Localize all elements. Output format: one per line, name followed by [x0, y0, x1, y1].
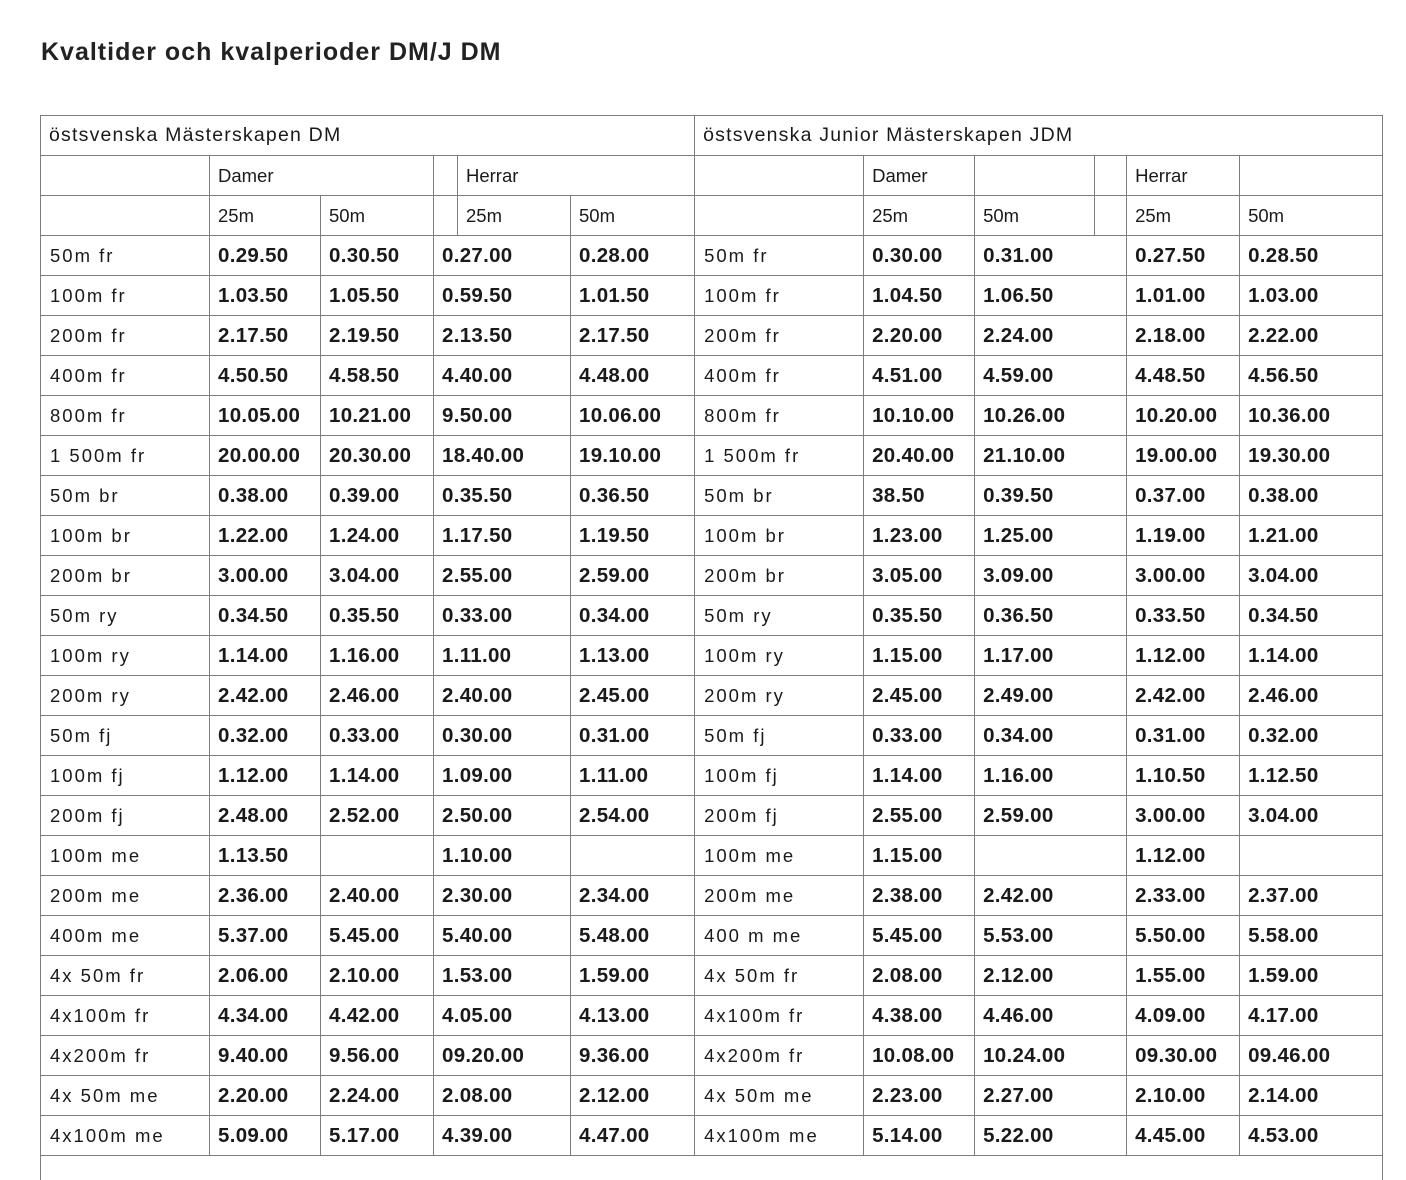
dm-event-cell: 4x200m fr [41, 1036, 210, 1076]
dm-event-cell: 400m fr [41, 356, 210, 396]
dm-herrar-25m-cell: 5.40.00 [434, 916, 571, 956]
jdm-damer-50m-cell: 4.59.00 [975, 356, 1127, 396]
table-row [41, 1036, 1383, 1076]
dm-damer-25m-cell: 4.50.50 [210, 356, 321, 396]
dm-damer-25m-cell: 2.17.50 [210, 316, 321, 356]
dm-damer-50m-cell: 5.45.00 [321, 916, 434, 956]
jdm-herrar-50m-cell [1240, 836, 1383, 876]
dm-herrar-25m-cell: 0.30.00 [434, 716, 571, 756]
dm-herrar-25m-cell: 1.17.50 [434, 516, 571, 556]
jdm-herrar-25m-cell: 0.27.50 [1127, 236, 1240, 276]
dm-herrar-50m-cell: 4.47.00 [571, 1116, 695, 1156]
dm-event-cell: 100m fj [41, 756, 210, 796]
dm-herrar-50m-header: 50m [571, 196, 695, 236]
dm-event-cell: 4x100m me [41, 1116, 210, 1156]
jdm-herrar-header: Herrar [1127, 156, 1240, 196]
jdm-damer-50m-cell: 2.24.00 [975, 316, 1127, 356]
jdm-damer-25m-cell: 1.04.50 [864, 276, 975, 316]
table-row [41, 676, 1383, 716]
jdm-damer-50m-cell: 2.59.00 [975, 796, 1127, 836]
dm-herrar-25m-cell: 4.05.00 [434, 996, 571, 1036]
jdm-event-cell: 200m fr [695, 316, 864, 356]
dm-damer-25m-cell: 3.00.00 [210, 556, 321, 596]
dm-herrar-50m-cell: 0.34.00 [571, 596, 695, 636]
dm-event-cell: 100m br [41, 516, 210, 556]
jdm-damer-25m-cell: 10.08.00 [864, 1036, 975, 1076]
dm-damer-25m-cell: 1.12.00 [210, 756, 321, 796]
qualification-table [40, 115, 1383, 1180]
jdm-damer-25m-cell: 10.10.00 [864, 396, 975, 436]
dm-herrar-50m-cell: 4.48.00 [571, 356, 695, 396]
jdm-herrar-25m-cell: 1.12.00 [1127, 636, 1240, 676]
dm-damer-50m-cell: 2.46.00 [321, 676, 434, 716]
dm-herrar-25m-cell: 9.50.00 [434, 396, 571, 436]
jdm-event-cell: 4x 50m fr [695, 956, 864, 996]
dm-damer-25m-cell: 0.34.50 [210, 596, 321, 636]
dm-damer-50m-cell: 0.33.00 [321, 716, 434, 756]
jdm-damer-50m-cell: 1.25.00 [975, 516, 1127, 556]
dm-herrar-25m-cell: 1.11.00 [434, 636, 571, 676]
dm-herrar-50m-cell: 19.10.00 [571, 436, 695, 476]
jdm-damer-50m-cell: 1.16.00 [975, 756, 1127, 796]
dm-herrar-50m-cell: 2.45.00 [571, 676, 695, 716]
table-row [41, 1116, 1383, 1156]
jdm-event-cell: 100m me [695, 836, 864, 876]
dm-herrar-25m-cell: 4.39.00 [434, 1116, 571, 1156]
dm-herrar-25m-cell: 0.33.00 [434, 596, 571, 636]
table-row [41, 836, 1383, 876]
table-row [41, 436, 1383, 476]
jdm-herrar-25m-cell: 1.19.00 [1127, 516, 1240, 556]
dm-event-cell: 200m br [41, 556, 210, 596]
dm-herrar-50m-cell: 0.28.00 [571, 236, 695, 276]
jdm-herrar-50m-cell: 2.22.00 [1240, 316, 1383, 356]
jdm-event-cell: 100m fj [695, 756, 864, 796]
jdm-herrar-50m-cell: 10.36.00 [1240, 396, 1383, 436]
dm-herrar-25m-cell: 2.50.00 [434, 796, 571, 836]
table-row [41, 556, 1383, 596]
dm-event-cell: 1 500m fr [41, 436, 210, 476]
empty-cell [41, 196, 210, 236]
dm-damer-25m-cell: 10.05.00 [210, 396, 321, 436]
table-row [41, 996, 1383, 1036]
dm-herrar-50m-cell: 1.19.50 [571, 516, 695, 556]
jdm-event-cell: 800m fr [695, 396, 864, 436]
empty-cell [1095, 156, 1127, 196]
jdm-herrar-25m-cell: 09.30.00 [1127, 1036, 1240, 1076]
jdm-herrar-50m-cell: 3.04.00 [1240, 796, 1383, 836]
dm-event-cell: 50m fr [41, 236, 210, 276]
jdm-herrar-25m-cell: 1.10.50 [1127, 756, 1240, 796]
table-row [41, 636, 1383, 676]
dm-damer-50m-cell: 1.05.50 [321, 276, 434, 316]
jdm-damer-50m-cell: 2.12.00 [975, 956, 1127, 996]
jdm-herrar-25m-cell: 0.31.00 [1127, 716, 1240, 756]
dm-damer-50m-cell: 1.14.00 [321, 756, 434, 796]
dm-herrar-50m-cell: 2.17.50 [571, 316, 695, 356]
jdm-herrar-25m-cell: 1.12.00 [1127, 836, 1240, 876]
jdm-damer-25m-cell: 2.38.00 [864, 876, 975, 916]
dm-damer-25m-cell: 9.40.00 [210, 1036, 321, 1076]
dm-herrar-50m-cell: 2.34.00 [571, 876, 695, 916]
dm-damer-50m-cell: 1.24.00 [321, 516, 434, 556]
dm-damer-25m-cell: 0.29.50 [210, 236, 321, 276]
dm-damer-50m-cell: 2.24.00 [321, 1076, 434, 1116]
jdm-herrar-25m-cell: 4.48.50 [1127, 356, 1240, 396]
dm-damer-25m-cell: 5.09.00 [210, 1116, 321, 1156]
jdm-damer-25m-cell: 1.15.00 [864, 636, 975, 676]
dm-damer-25m-cell: 0.38.00 [210, 476, 321, 516]
jdm-damer-50m-cell: 4.46.00 [975, 996, 1127, 1036]
jdm-damer-25m-cell: 2.45.00 [864, 676, 975, 716]
dm-damer-25m-cell: 5.37.00 [210, 916, 321, 956]
dm-damer-25m-cell: 2.42.00 [210, 676, 321, 716]
jdm-herrar-25m-cell: 2.42.00 [1127, 676, 1240, 716]
jdm-herrar-25m-cell: 0.33.50 [1127, 596, 1240, 636]
dm-damer-25m-cell: 2.20.00 [210, 1076, 321, 1116]
dm-event-cell: 200m ry [41, 676, 210, 716]
dm-damer-25m-cell: 4.34.00 [210, 996, 321, 1036]
dm-damer-50m-cell: 2.40.00 [321, 876, 434, 916]
table-row [41, 716, 1383, 756]
page-title: Kvaltider och kvalperioder DM/J DM [41, 38, 502, 67]
table-row [41, 916, 1383, 956]
table-row [41, 476, 1383, 516]
jdm-damer-50m-cell: 0.31.00 [975, 236, 1127, 276]
dm-herrar-25m-cell: 09.20.00 [434, 1036, 571, 1076]
jdm-damer-50m-cell: 1.06.50 [975, 276, 1127, 316]
dm-event-cell: 50m fj [41, 716, 210, 756]
jdm-damer-25m-cell: 1.14.00 [864, 756, 975, 796]
gender-header-row [41, 156, 1383, 196]
jdm-event-cell: 200m fj [695, 796, 864, 836]
dm-damer-50m-cell: 2.52.00 [321, 796, 434, 836]
dm-herrar-25m-cell: 4.40.00 [434, 356, 571, 396]
jdm-damer-50m-cell [975, 836, 1127, 876]
table-row [41, 236, 1383, 276]
empty-cell [1240, 156, 1383, 196]
table-row [41, 756, 1383, 796]
jdm-event-cell: 50m fj [695, 716, 864, 756]
table-row [41, 956, 1383, 996]
jdm-herrar-25m-cell: 0.37.00 [1127, 476, 1240, 516]
dm-damer-25m-cell: 2.48.00 [210, 796, 321, 836]
jdm-damer-50m-cell: 0.39.50 [975, 476, 1127, 516]
dm-damer-25m-cell: 2.06.00 [210, 956, 321, 996]
jdm-damer-25m-cell: 0.33.00 [864, 716, 975, 756]
jdm-herrar-50m-header: 50m [1240, 196, 1383, 236]
dm-damer-50m-cell: 10.21.00 [321, 396, 434, 436]
jdm-event-cell: 400 m me [695, 916, 864, 956]
jdm-herrar-50m-cell: 1.03.00 [1240, 276, 1383, 316]
dm-herrar-25m-cell: 1.09.00 [434, 756, 571, 796]
dm-herrar-25m-cell: 2.13.50 [434, 316, 571, 356]
dm-damer-50m-cell [321, 836, 434, 876]
table-row [41, 1076, 1383, 1116]
jdm-event-cell: 4x100m me [695, 1116, 864, 1156]
dm-herrar-25m-cell: 2.55.00 [434, 556, 571, 596]
jdm-herrar-50m-cell: 3.04.00 [1240, 556, 1383, 596]
empty-cell [434, 196, 458, 236]
dm-damer-25m-cell: 0.32.00 [210, 716, 321, 756]
jdm-damer-50m-cell: 10.24.00 [975, 1036, 1127, 1076]
jdm-event-cell: 200m ry [695, 676, 864, 716]
jdm-damer-25m-cell: 4.51.00 [864, 356, 975, 396]
dm-herrar-50m-cell: 2.54.00 [571, 796, 695, 836]
dm-event-cell: 50m br [41, 476, 210, 516]
jdm-herrar-50m-cell: 2.37.00 [1240, 876, 1383, 916]
dm-event-cell: 200m fj [41, 796, 210, 836]
jdm-event-cell: 100m ry [695, 636, 864, 676]
jdm-event-cell: 100m br [695, 516, 864, 556]
jdm-damer-25m-cell: 3.05.00 [864, 556, 975, 596]
table-row [41, 516, 1383, 556]
jdm-damer-50m-cell: 21.10.00 [975, 436, 1127, 476]
jdm-herrar-25m-cell: 19.00.00 [1127, 436, 1240, 476]
jdm-event-cell: 4x 50m me [695, 1076, 864, 1116]
dm-damer-50m-cell: 0.39.00 [321, 476, 434, 516]
jdm-herrar-50m-cell: 1.21.00 [1240, 516, 1383, 556]
dm-damer-25m-header: 25m [210, 196, 321, 236]
jdm-herrar-25m-cell: 5.50.00 [1127, 916, 1240, 956]
jdm-damer-50m-cell: 2.49.00 [975, 676, 1127, 716]
jdm-herrar-25m-cell: 2.10.00 [1127, 1076, 1240, 1116]
table-row [41, 596, 1383, 636]
dm-herrar-25m-header: 25m [458, 196, 571, 236]
empty-cell [1095, 196, 1127, 236]
dm-damer-header: Damer [210, 156, 434, 196]
dm-damer-50m-cell: 9.56.00 [321, 1036, 434, 1076]
dm-herrar-50m-cell: 2.12.00 [571, 1076, 695, 1116]
jdm-herrar-25m-cell: 2.33.00 [1127, 876, 1240, 916]
dm-herrar-25m-cell: 0.35.50 [434, 476, 571, 516]
jdm-damer-25m-cell: 5.45.00 [864, 916, 975, 956]
jdm-event-cell: 400m fr [695, 356, 864, 396]
jdm-herrar-50m-cell: 0.34.50 [1240, 596, 1383, 636]
jdm-herrar-50m-cell: 19.30.00 [1240, 436, 1383, 476]
dm-damer-50m-cell: 3.04.00 [321, 556, 434, 596]
jdm-herrar-25m-cell: 1.55.00 [1127, 956, 1240, 996]
jdm-herrar-50m-cell: 0.28.50 [1240, 236, 1383, 276]
dm-event-cell: 4x 50m me [41, 1076, 210, 1116]
dm-event-cell: 100m fr [41, 276, 210, 316]
dm-event-cell: 400m me [41, 916, 210, 956]
table-row [41, 796, 1383, 836]
table-row [41, 316, 1383, 356]
dm-damer-25m-cell: 1.13.50 [210, 836, 321, 876]
jdm-damer-50m-cell: 0.36.50 [975, 596, 1127, 636]
jdm-herrar-25m-cell: 4.45.00 [1127, 1116, 1240, 1156]
dm-damer-25m-cell: 20.00.00 [210, 436, 321, 476]
jdm-damer-50m-cell: 2.42.00 [975, 876, 1127, 916]
dm-damer-50m-cell: 4.58.50 [321, 356, 434, 396]
dm-herrar-50m-cell: 4.13.00 [571, 996, 695, 1036]
jdm-herrar-25m-cell: 4.09.00 [1127, 996, 1240, 1036]
jdm-herrar-25m-header: 25m [1127, 196, 1240, 236]
dm-herrar-25m-cell: 1.10.00 [434, 836, 571, 876]
dm-herrar-50m-cell: 10.06.00 [571, 396, 695, 436]
dm-event-cell: 100m ry [41, 636, 210, 676]
dm-damer-50m-cell: 0.35.50 [321, 596, 434, 636]
jdm-herrar-50m-cell: 4.56.50 [1240, 356, 1383, 396]
jdm-herrar-25m-cell: 3.00.00 [1127, 556, 1240, 596]
jdm-damer-25m-cell: 0.30.00 [864, 236, 975, 276]
dm-damer-50m-cell: 4.42.00 [321, 996, 434, 1036]
jdm-herrar-50m-cell: 0.38.00 [1240, 476, 1383, 516]
jdm-damer-25m-cell: 2.20.00 [864, 316, 975, 356]
jdm-herrar-25m-cell: 3.00.00 [1127, 796, 1240, 836]
pool-length-header-row [41, 196, 1383, 236]
jdm-event-cell: 200m me [695, 876, 864, 916]
empty-cell [41, 156, 210, 196]
empty-cell [975, 156, 1095, 196]
jdm-herrar-25m-cell: 1.01.00 [1127, 276, 1240, 316]
jdm-damer-50m-cell: 2.27.00 [975, 1076, 1127, 1116]
dm-damer-50m-cell: 2.19.50 [321, 316, 434, 356]
dm-herrar-25m-cell: 1.53.00 [434, 956, 571, 996]
jdm-event-cell: 50m fr [695, 236, 864, 276]
jdm-event-cell: 4x100m fr [695, 996, 864, 1036]
dm-herrar-50m-cell: 5.48.00 [571, 916, 695, 956]
jdm-event-cell: 50m ry [695, 596, 864, 636]
table-row [41, 276, 1383, 316]
jdm-damer-50m-cell: 3.09.00 [975, 556, 1127, 596]
jdm-herrar-50m-cell: 09.46.00 [1240, 1036, 1383, 1076]
jdm-damer-25m-cell: 38.50 [864, 476, 975, 516]
jdm-damer-25m-cell: 0.35.50 [864, 596, 975, 636]
dm-event-cell: 800m fr [41, 396, 210, 436]
jdm-damer-50m-cell: 0.34.00 [975, 716, 1127, 756]
dm-event-cell: 4x100m fr [41, 996, 210, 1036]
table-row-empty [41, 1156, 1383, 1180]
dm-event-cell: 200m me [41, 876, 210, 916]
dm-herrar-50m-cell: 0.31.00 [571, 716, 695, 756]
dm-damer-25m-cell: 2.36.00 [210, 876, 321, 916]
jdm-damer-25m-cell: 2.08.00 [864, 956, 975, 996]
jdm-herrar-50m-cell: 1.14.00 [1240, 636, 1383, 676]
jdm-damer-25m-cell: 20.40.00 [864, 436, 975, 476]
dm-damer-25m-cell: 1.14.00 [210, 636, 321, 676]
dm-damer-25m-cell: 1.22.00 [210, 516, 321, 556]
jdm-herrar-25m-cell: 2.18.00 [1127, 316, 1240, 356]
jdm-damer-25m-cell: 1.23.00 [864, 516, 975, 556]
jdm-herrar-50m-cell: 5.58.00 [1240, 916, 1383, 956]
jdm-event-cell: 100m fr [695, 276, 864, 316]
jdm-herrar-50m-cell: 4.53.00 [1240, 1116, 1383, 1156]
jdm-damer-25m-cell: 4.38.00 [864, 996, 975, 1036]
dm-event-cell: 200m fr [41, 316, 210, 356]
dm-damer-50m-cell: 5.17.00 [321, 1116, 434, 1156]
jdm-event-cell: 1 500m fr [695, 436, 864, 476]
empty-cell [695, 156, 864, 196]
dm-herrar-50m-cell [571, 836, 695, 876]
dm-herrar-50m-cell: 2.59.00 [571, 556, 695, 596]
dm-herrar-50m-cell: 1.59.00 [571, 956, 695, 996]
jdm-damer-50m-cell: 5.53.00 [975, 916, 1127, 956]
table-row [41, 356, 1383, 396]
jdm-damer-50m-cell: 1.17.00 [975, 636, 1127, 676]
table-row [41, 876, 1383, 916]
jdm-event-cell: 4x200m fr [695, 1036, 864, 1076]
jdm-damer-header: Damer [864, 156, 975, 196]
empty-cell [41, 1156, 1383, 1180]
jdm-event-cell: 200m br [695, 556, 864, 596]
jdm-herrar-50m-cell: 0.32.00 [1240, 716, 1383, 756]
dm-herrar-50m-cell: 1.01.50 [571, 276, 695, 316]
dm-damer-50m-header: 50m [321, 196, 434, 236]
dm-herrar-25m-cell: 2.30.00 [434, 876, 571, 916]
jdm-damer-25m-cell: 5.14.00 [864, 1116, 975, 1156]
jdm-section-title: östsvenska Junior Mästerskapen JDM [695, 116, 1383, 156]
dm-herrar-50m-cell: 0.36.50 [571, 476, 695, 516]
dm-event-cell: 50m ry [41, 596, 210, 636]
dm-section-title: östsvenska Mästerskapen DM [41, 116, 695, 156]
jdm-damer-25m-cell: 1.15.00 [864, 836, 975, 876]
table-row [41, 396, 1383, 436]
jdm-herrar-50m-cell: 2.46.00 [1240, 676, 1383, 716]
jdm-damer-50m-header: 50m [975, 196, 1095, 236]
section-header-row [41, 116, 1383, 156]
jdm-herrar-25m-cell: 10.20.00 [1127, 396, 1240, 436]
jdm-herrar-50m-cell: 1.59.00 [1240, 956, 1383, 996]
jdm-damer-50m-cell: 5.22.00 [975, 1116, 1127, 1156]
jdm-herrar-50m-cell: 4.17.00 [1240, 996, 1383, 1036]
dm-herrar-25m-cell: 2.40.00 [434, 676, 571, 716]
jdm-damer-25m-header: 25m [864, 196, 975, 236]
dm-damer-25m-cell: 1.03.50 [210, 276, 321, 316]
jdm-event-cell: 50m br [695, 476, 864, 516]
dm-damer-50m-cell: 1.16.00 [321, 636, 434, 676]
dm-herrar-50m-cell: 1.11.00 [571, 756, 695, 796]
dm-herrar-25m-cell: 2.08.00 [434, 1076, 571, 1116]
jdm-herrar-50m-cell: 2.14.00 [1240, 1076, 1383, 1116]
dm-damer-50m-cell: 0.30.50 [321, 236, 434, 276]
empty-cell [434, 156, 458, 196]
dm-herrar-50m-cell: 1.13.00 [571, 636, 695, 676]
dm-damer-50m-cell: 20.30.00 [321, 436, 434, 476]
dm-herrar-25m-cell: 0.59.50 [434, 276, 571, 316]
dm-damer-50m-cell: 2.10.00 [321, 956, 434, 996]
empty-cell [695, 196, 864, 236]
jdm-damer-50m-cell: 10.26.00 [975, 396, 1127, 436]
jdm-damer-25m-cell: 2.55.00 [864, 796, 975, 836]
dm-event-cell: 100m me [41, 836, 210, 876]
dm-event-cell: 4x 50m fr [41, 956, 210, 996]
jdm-herrar-50m-cell: 1.12.50 [1240, 756, 1383, 796]
dm-herrar-25m-cell: 18.40.00 [434, 436, 571, 476]
dm-herrar-50m-cell: 9.36.00 [571, 1036, 695, 1076]
jdm-damer-25m-cell: 2.23.00 [864, 1076, 975, 1116]
dm-herrar-25m-cell: 0.27.00 [434, 236, 571, 276]
dm-herrar-header: Herrar [458, 156, 695, 196]
